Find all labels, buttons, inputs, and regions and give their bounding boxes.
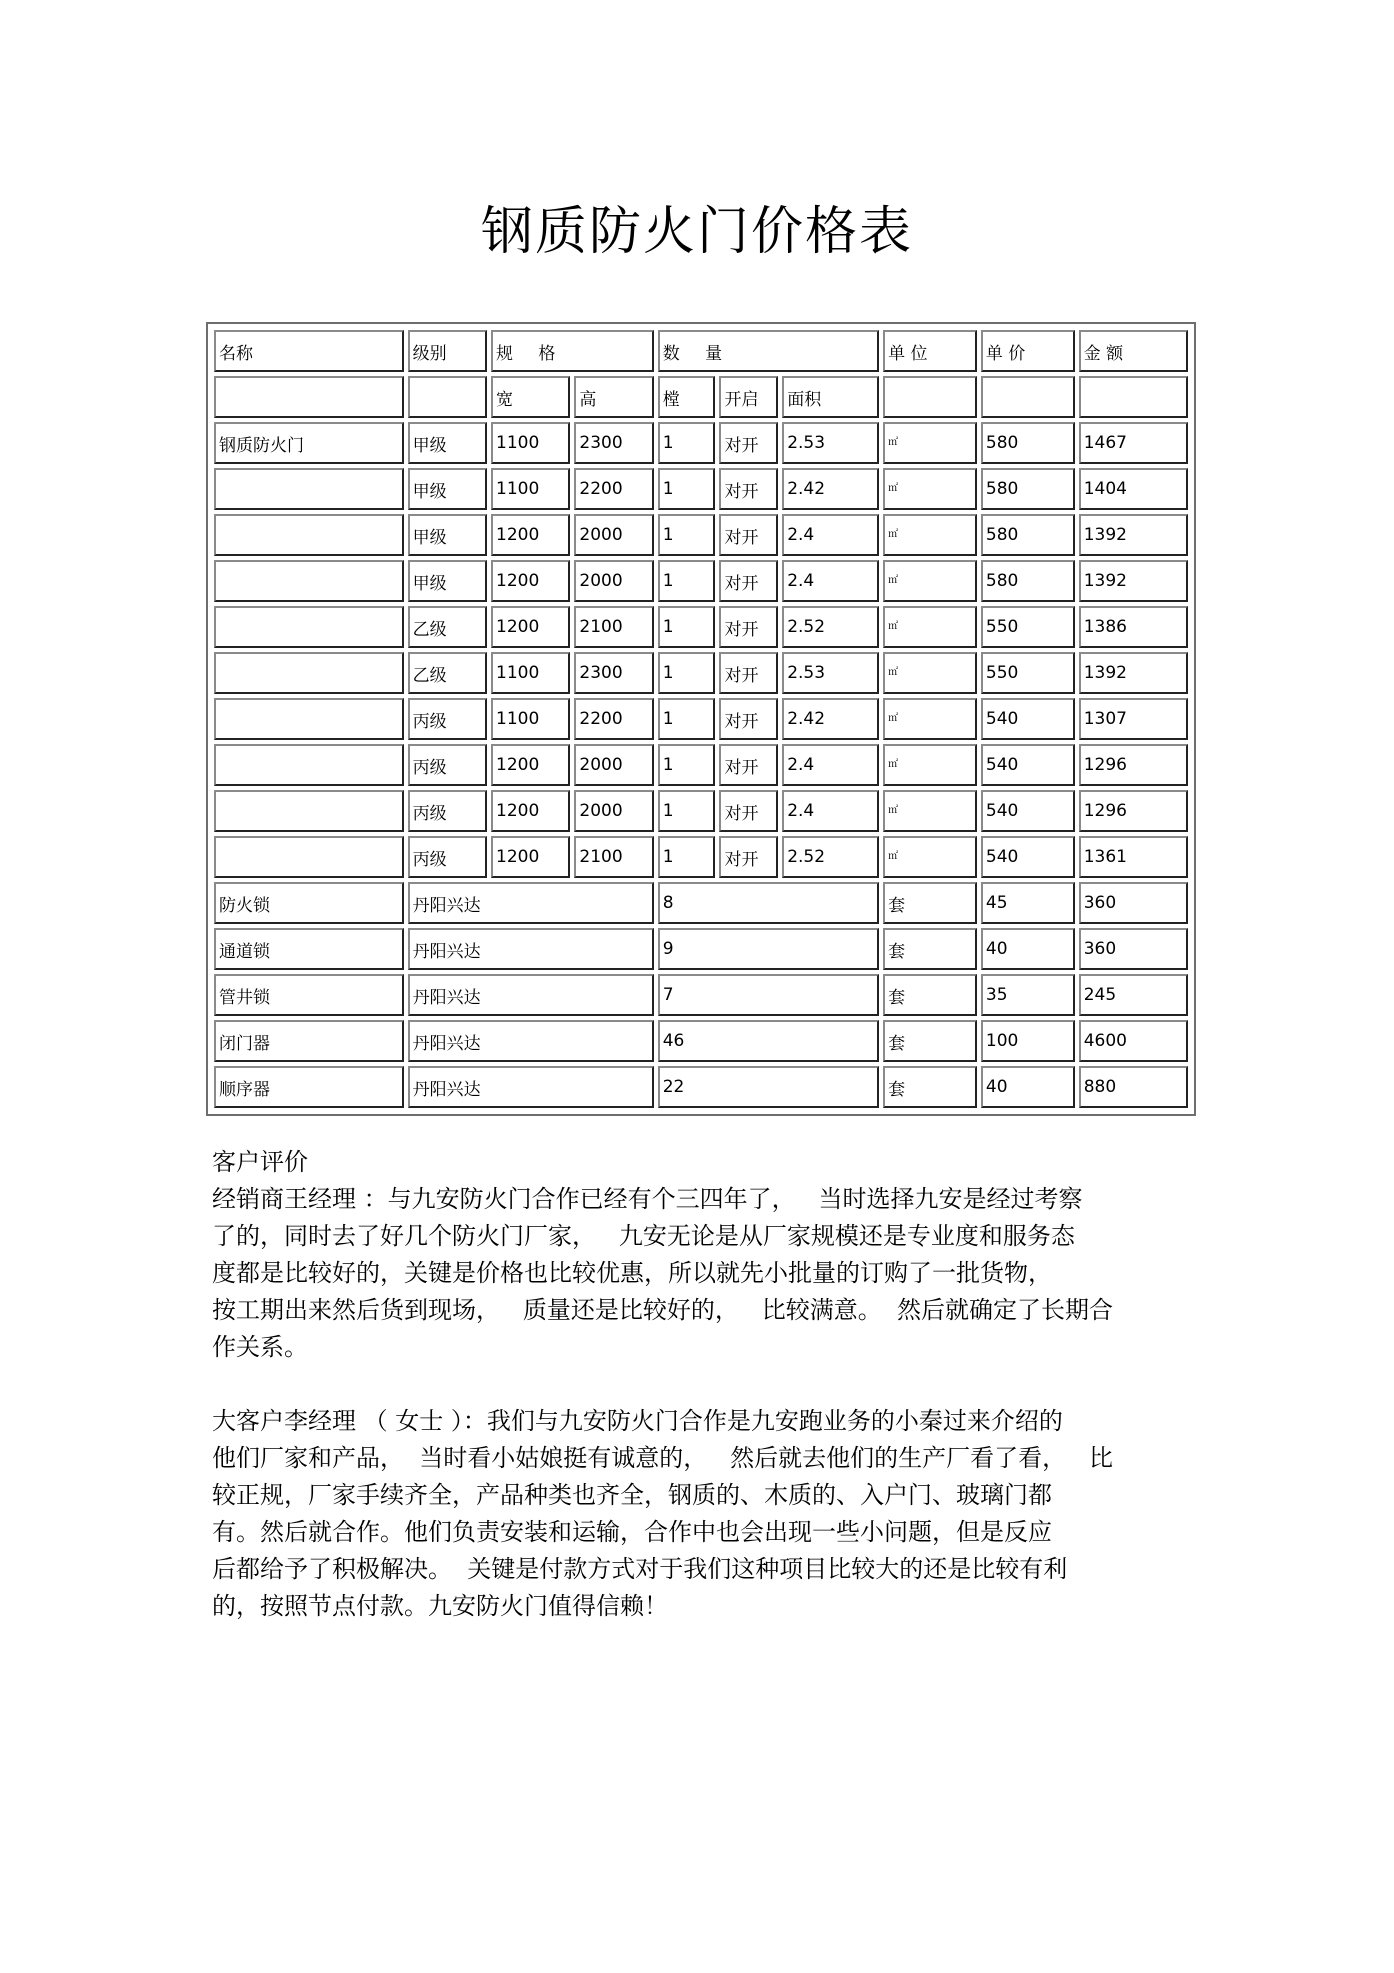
review-line: 经销商王经理 ：与九安防火门合作已经有个三四年了， 当时选择九安是经过考察: [212, 1185, 1083, 1213]
accessory-price: 40: [981, 1066, 1075, 1108]
review-line: 按工期出来然后货到现场， 质量还是比较好的， 比较满意。 然后就确定了长期合: [212, 1296, 1114, 1324]
door-area: 2.4: [782, 790, 879, 832]
accessory-name: 通道锁: [214, 928, 404, 970]
door-height: 2100: [574, 836, 653, 878]
door-price: 580: [981, 468, 1075, 510]
door-unit: [883, 836, 977, 878]
door-name: [214, 514, 404, 556]
door-opening: 对开: [719, 514, 778, 556]
accessory-amount: 4600: [1079, 1020, 1188, 1062]
door-grade: 甲级: [408, 560, 487, 602]
door-grade: 丙级: [408, 698, 487, 740]
door-price: 550: [981, 606, 1075, 648]
accessory-unit: 套: [883, 1066, 977, 1108]
door-name: 钢质防火门: [214, 422, 404, 464]
door-row: [214, 652, 1188, 694]
accessory-unit: 套: [883, 974, 977, 1016]
door-price: 540: [981, 698, 1075, 740]
door-width: 1200: [491, 744, 570, 786]
door-area: 2.4: [782, 744, 879, 786]
door-area: 2.42: [782, 468, 879, 510]
door-grade: 甲级: [408, 422, 487, 464]
review-line: 大客户李经理 （ 女士 ）：我们与九安防火门合作是九安跑业务的小秦过来介绍的: [212, 1407, 1063, 1435]
door-height: 2000: [574, 744, 653, 786]
door-grade: 乙级: [408, 606, 487, 648]
unit-square-meter: ㎡: [888, 575, 899, 586]
door-amount: 1296: [1079, 790, 1188, 832]
door-count: 1: [658, 468, 716, 510]
accessory-name: 闭门器: [214, 1020, 404, 1062]
door-opening: 对开: [719, 836, 778, 878]
door-height: 2300: [574, 652, 653, 694]
header-opening: 开启: [719, 376, 778, 418]
door-name: [214, 606, 404, 648]
accessory-brand: 丹阳兴达: [408, 1020, 654, 1062]
door-grade: 甲级: [408, 514, 487, 556]
accessory-amount: 360: [1079, 882, 1188, 924]
door-area: 2.42: [782, 698, 879, 740]
review-line: 的，按照节点付款。九安防火门值得信赖！: [212, 1592, 668, 1620]
door-count: 1: [658, 514, 716, 556]
door-count: 1: [658, 422, 716, 464]
review-li: [212, 1403, 1197, 1625]
door-row: [214, 790, 1188, 832]
header-spec: 规 格: [491, 330, 654, 372]
door-width: 1100: [491, 422, 570, 464]
accessory-qty: 22: [658, 1066, 879, 1108]
door-row: [214, 606, 1188, 648]
door-area: 2.52: [782, 836, 879, 878]
door-area: 2.4: [782, 514, 879, 556]
review-line: 度都是比较好的，关键是价格也比较优惠，所以就先小批量的订购了一批货物，: [212, 1259, 1052, 1287]
unit-square-meter: ㎡: [888, 529, 899, 540]
door-grade: 乙级: [408, 652, 487, 694]
door-height: 2000: [574, 560, 653, 602]
door-grade: 丙级: [408, 836, 487, 878]
door-price: 580: [981, 560, 1075, 602]
price-table-frame: [206, 322, 1196, 1116]
door-row: [214, 698, 1188, 740]
door-count: 1: [658, 652, 716, 694]
header-row-1: [214, 330, 1188, 372]
door-grade: 丙级: [408, 744, 487, 786]
customer-reviews: [212, 1144, 1197, 1625]
accessory-unit: 套: [883, 928, 977, 970]
door-count: 1: [658, 744, 716, 786]
accessory-amount: 245: [1079, 974, 1188, 1016]
review-spacer: [212, 1366, 1197, 1403]
door-name: [214, 790, 404, 832]
accessory-name: 管井锁: [214, 974, 404, 1016]
accessory-brand: 丹阳兴达: [408, 882, 654, 924]
header-amount: 金 额: [1079, 330, 1188, 372]
door-width: 1100: [491, 652, 570, 694]
accessory-row: [214, 1020, 1188, 1062]
accessory-unit: 套: [883, 1020, 977, 1062]
door-row: [214, 744, 1188, 786]
door-amount: 1392: [1079, 560, 1188, 602]
door-unit: [883, 790, 977, 832]
door-opening: 对开: [719, 744, 778, 786]
door-price: 540: [981, 836, 1075, 878]
review-line: 有。然后就合作。他们负责安装和运输，合作中也会出现一些小问题，但是反应: [212, 1518, 1052, 1546]
door-row: [214, 514, 1188, 556]
door-count: 1: [658, 698, 716, 740]
door-grade: 甲级: [408, 468, 487, 510]
accessory-amount: 880: [1079, 1066, 1188, 1108]
door-height: 2200: [574, 468, 653, 510]
door-opening: 对开: [719, 468, 778, 510]
door-width: 1200: [491, 790, 570, 832]
door-grade: 丙级: [408, 790, 487, 832]
door-price: 580: [981, 514, 1075, 556]
door-count: 1: [658, 790, 716, 832]
header-height: 高: [574, 376, 653, 418]
accessory-qty: 9: [658, 928, 879, 970]
header-width: 宽: [491, 376, 570, 418]
door-unit: [883, 698, 977, 740]
door-width: 1100: [491, 698, 570, 740]
accessory-brand: 丹阳兴达: [408, 974, 654, 1016]
door-price: 580: [981, 422, 1075, 464]
header-empty: [981, 376, 1075, 418]
door-row: [214, 422, 1188, 464]
door-amount: 1392: [1079, 514, 1188, 556]
door-opening: 对开: [719, 422, 778, 464]
door-name: [214, 468, 404, 510]
door-price: 540: [981, 744, 1075, 786]
header-name: 名称: [214, 330, 404, 372]
accessory-name: 顺序器: [214, 1066, 404, 1108]
door-width: 1200: [491, 606, 570, 648]
accessory-qty: 46: [658, 1020, 879, 1062]
door-amount: 1361: [1079, 836, 1188, 878]
accessory-row: [214, 1066, 1188, 1108]
review-line: 较正规，厂家手续齐全，产品种类也齐全，钢质的、木质的、入户门、玻璃门都: [212, 1481, 1052, 1509]
unit-square-meter: ㎡: [888, 805, 899, 816]
unit-square-meter: ㎡: [888, 851, 899, 862]
door-height: 2100: [574, 606, 653, 648]
page-title: 钢质防火门价格表: [480, 202, 913, 262]
header-grade: 级别: [408, 330, 487, 372]
door-price: 550: [981, 652, 1075, 694]
reviews-heading: 客户评价: [212, 1148, 308, 1176]
door-amount: 1296: [1079, 744, 1188, 786]
accessory-price: 35: [981, 974, 1075, 1016]
door-unit: [883, 514, 977, 556]
header-empty: [214, 376, 404, 418]
door-row: [214, 560, 1188, 602]
door-opening: 对开: [719, 652, 778, 694]
accessory-price: 100: [981, 1020, 1075, 1062]
door-width: 1200: [491, 514, 570, 556]
door-opening: 对开: [719, 606, 778, 648]
door-count: 1: [658, 606, 716, 648]
header-count: 樘: [658, 376, 716, 418]
accessory-row: [214, 882, 1188, 924]
review-wang: [212, 1181, 1197, 1366]
door-height: 2000: [574, 514, 653, 556]
door-name: [214, 652, 404, 694]
header-area: 面积: [782, 376, 879, 418]
door-height: 2300: [574, 422, 653, 464]
door-unit: [883, 606, 977, 648]
accessory-price: 40: [981, 928, 1075, 970]
door-amount: 1392: [1079, 652, 1188, 694]
door-unit: [883, 560, 977, 602]
door-area: 2.4: [782, 560, 879, 602]
review-line: 他们厂家和产品， 当时看小姑娘挺有诚意的， 然后就去他们的生产厂看了看， 比: [212, 1444, 1114, 1472]
review-line: 了的，同时去了好几个防火门厂家， 九安无论是从厂家规模还是专业度和服务态: [212, 1222, 1075, 1250]
unit-square-meter: ㎡: [888, 713, 899, 724]
header-qty: 数 量: [658, 330, 879, 372]
door-area: 2.53: [782, 422, 879, 464]
accessory-row: [214, 974, 1188, 1016]
door-opening: 对开: [719, 560, 778, 602]
door-area: 2.52: [782, 606, 879, 648]
accessory-row: [214, 928, 1188, 970]
unit-square-meter: ㎡: [888, 667, 899, 678]
door-amount: 1386: [1079, 606, 1188, 648]
unit-square-meter: ㎡: [888, 621, 899, 632]
door-row: [214, 836, 1188, 878]
door-name: [214, 744, 404, 786]
header-empty: [883, 376, 977, 418]
header-unit: 单 位: [883, 330, 977, 372]
unit-square-meter: ㎡: [888, 437, 899, 448]
accessory-price: 45: [981, 882, 1075, 924]
door-count: 1: [658, 560, 716, 602]
unit-square-meter: ㎡: [888, 483, 899, 494]
door-count: 1: [658, 836, 716, 878]
accessory-brand: 丹阳兴达: [408, 928, 654, 970]
header-price: 单 价: [981, 330, 1075, 372]
door-unit: [883, 468, 977, 510]
door-name: [214, 560, 404, 602]
accessory-qty: 8: [658, 882, 879, 924]
door-amount: 1307: [1079, 698, 1188, 740]
door-name: [214, 698, 404, 740]
header-empty: [1079, 376, 1188, 418]
accessory-unit: 套: [883, 882, 977, 924]
header-row-2: [214, 376, 1188, 418]
door-area: 2.53: [782, 652, 879, 694]
header-empty: [408, 376, 487, 418]
accessory-qty: 7: [658, 974, 879, 1016]
accessory-brand: 丹阳兴达: [408, 1066, 654, 1108]
door-name: [214, 836, 404, 878]
door-width: 1200: [491, 560, 570, 602]
unit-square-meter: ㎡: [888, 759, 899, 770]
door-height: 2000: [574, 790, 653, 832]
door-width: 1200: [491, 836, 570, 878]
accessory-amount: 360: [1079, 928, 1188, 970]
door-opening: 对开: [719, 698, 778, 740]
door-height: 2200: [574, 698, 653, 740]
door-unit: [883, 744, 977, 786]
door-amount: 1467: [1079, 422, 1188, 464]
accessory-name: 防火锁: [214, 882, 404, 924]
door-opening: 对开: [719, 790, 778, 832]
review-line: 后都给予了积极解决。 关键是付款方式对于我们这种项目比较大的还是比较有利: [212, 1555, 1068, 1583]
price-table: [210, 326, 1192, 1112]
door-price: 540: [981, 790, 1075, 832]
door-unit: [883, 652, 977, 694]
door-width: 1100: [491, 468, 570, 510]
review-line: 作关系。: [212, 1333, 308, 1361]
door-unit: [883, 422, 977, 464]
door-row: [214, 468, 1188, 510]
door-amount: 1404: [1079, 468, 1188, 510]
